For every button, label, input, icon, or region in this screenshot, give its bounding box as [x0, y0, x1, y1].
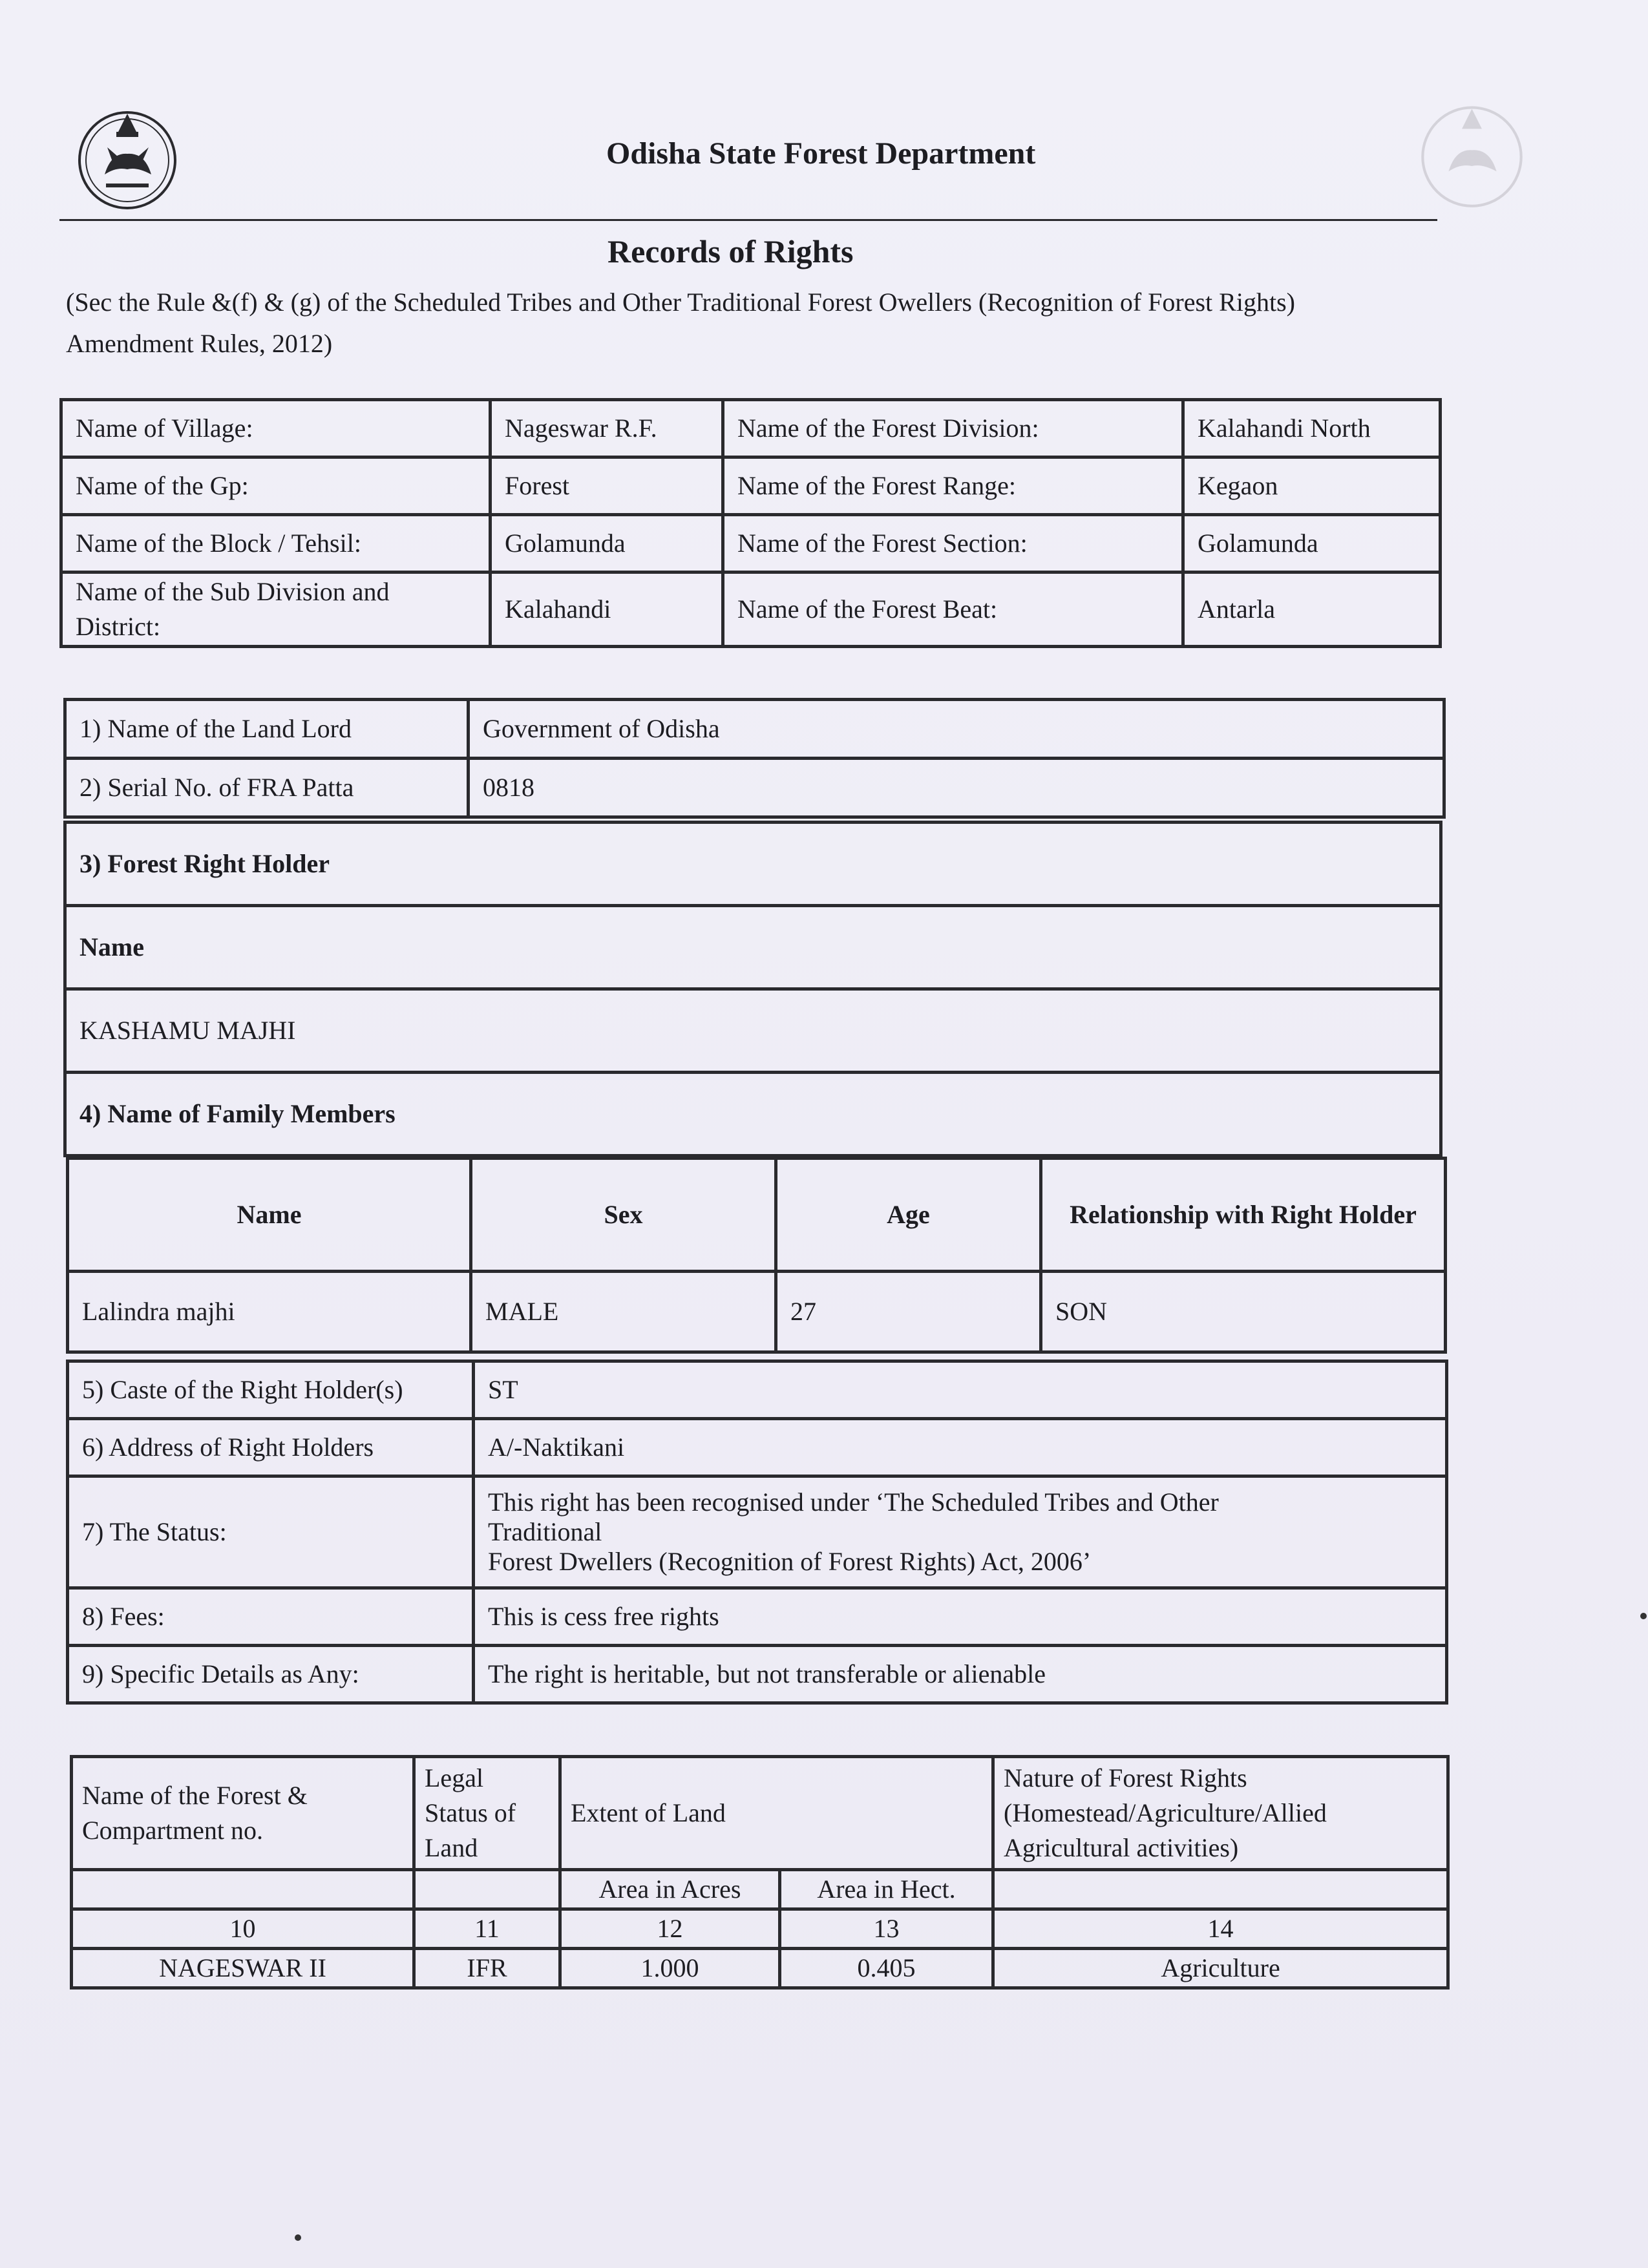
- paper-speck: [1640, 1613, 1647, 1619]
- village-value: Nageswar R.F.: [491, 400, 723, 457]
- patta-table: [63, 698, 1446, 819]
- beat-value: Antarla: [1183, 572, 1441, 647]
- table-row: [65, 906, 1441, 989]
- faint-emblem-watermark: [1415, 97, 1528, 210]
- nature-value: Agriculture: [993, 1949, 1448, 1988]
- column-header: Sex: [471, 1159, 776, 1272]
- status-value: [474, 1476, 1447, 1588]
- table-row: [68, 1646, 1447, 1703]
- extent-header: Extent of Land: [560, 1757, 993, 1870]
- empty-cell: [414, 1870, 560, 1909]
- address-value: A/-Naktikani: [474, 1419, 1447, 1476]
- village-label: Name of Village:: [61, 400, 491, 457]
- table-row: [68, 1272, 1446, 1352]
- table-row: [61, 515, 1441, 572]
- table-row: [65, 823, 1441, 906]
- column-number: 10: [72, 1909, 414, 1949]
- column-number: 12: [560, 1909, 780, 1949]
- legal-status-value: IFR: [414, 1949, 560, 1988]
- table-header-row: [72, 1870, 1448, 1909]
- table-row: [65, 989, 1441, 1073]
- column-number: 11: [414, 1909, 560, 1949]
- status-line: Traditional: [488, 1517, 602, 1546]
- family-table: [66, 1157, 1447, 1354]
- empty-cell: [993, 1870, 1448, 1909]
- table-row: [72, 1909, 1448, 1949]
- address-label: 6) Address of Right Holders: [68, 1419, 474, 1476]
- section-label: Name of the Forest Section:: [723, 515, 1183, 572]
- caste-label: 5) Caste of the Right Holder(s): [68, 1361, 474, 1419]
- division-value: Kalahandi North: [1183, 400, 1441, 457]
- column-header: Name: [68, 1159, 471, 1272]
- fees-value: This is cess free rights: [474, 1588, 1447, 1646]
- section-value: Golamunda: [1183, 515, 1441, 572]
- member-sex: MALE: [471, 1272, 776, 1352]
- column-header: Relationship with Right Holder: [1041, 1159, 1446, 1272]
- status-line: Forest Dwellers (Recognition of Forest Rights) Act, 2006’: [488, 1547, 1092, 1576]
- table-header-row: [72, 1757, 1448, 1870]
- subdivision-value: Kalahandi: [491, 572, 723, 647]
- hect-header: Area in Hect.: [780, 1870, 993, 1909]
- holder-heading: 3) Forest Right Holder: [65, 823, 1441, 906]
- block-label: Name of the Block / Tehsil:: [61, 515, 491, 572]
- status-label: 7) The Status:: [68, 1476, 474, 1588]
- table-row: [68, 1588, 1447, 1646]
- table-row: [68, 1476, 1447, 1588]
- serial-label: 2) Serial No. of FRA Patta: [65, 759, 469, 817]
- table-row: [68, 1419, 1447, 1476]
- specific-label: 9) Specific Details as Any:: [68, 1646, 474, 1703]
- specific-value: The right is heritable, but not transferable or alienable: [474, 1646, 1447, 1703]
- empty-cell: [72, 1870, 414, 1909]
- fees-label: 8) Fees:: [68, 1588, 474, 1646]
- range-label: Name of the Forest Range:: [723, 457, 1183, 515]
- table-row: [65, 759, 1444, 817]
- legal-status-header: Legal Status of Land: [414, 1757, 560, 1870]
- location-table: [59, 398, 1442, 648]
- serial-value: 0818: [469, 759, 1444, 817]
- table-row: [61, 400, 1441, 457]
- gp-value: Forest: [491, 457, 723, 515]
- member-relationship: SON: [1041, 1272, 1446, 1352]
- table-row: [65, 700, 1444, 759]
- gp-label: Name of the Gp:: [61, 457, 491, 515]
- status-line: This right has been recognised under ‘The Scheduled Tribes and Other: [488, 1487, 1219, 1517]
- holder-table: [63, 821, 1442, 1157]
- column-number: 14: [993, 1909, 1448, 1949]
- table-row: [68, 1361, 1447, 1419]
- block-value: Golamunda: [491, 515, 723, 572]
- table-row: [65, 1073, 1441, 1156]
- member-name: Lalindra majhi: [68, 1272, 471, 1352]
- forest-header: Name of the Forest & Compartment no.: [72, 1757, 414, 1870]
- division-label: Name of the Forest Division:: [723, 400, 1183, 457]
- acres-value: 1.000: [560, 1949, 780, 1988]
- land-table: [70, 1755, 1450, 1990]
- paper-speck: [295, 2234, 301, 2241]
- caste-value: ST: [474, 1361, 1447, 1419]
- forest-value: NAGESWAR II: [72, 1949, 414, 1988]
- column-number: 13: [780, 1909, 993, 1949]
- table-row: [72, 1949, 1448, 1988]
- landlord-value: Government of Odisha: [469, 700, 1444, 759]
- document-title: Records of Rights: [607, 233, 854, 269]
- odisha-emblem-logo: [72, 102, 182, 212]
- acres-header: Area in Acres: [560, 1870, 780, 1909]
- table-row: [61, 572, 1441, 647]
- details-table: [66, 1360, 1448, 1705]
- table-header-row: [68, 1159, 1446, 1272]
- rule-reference: (Sec the Rule &(f) & (g) of the Scheduled Tribes and Other Traditional Forest Owellers (Recognition of Forest Rights) Amendment Rules, 2012): [66, 288, 1295, 358]
- range-value: Kegaon: [1183, 457, 1441, 515]
- family-heading: 4) Name of Family Members: [65, 1073, 1441, 1156]
- nature-header: Nature of Forest Rights (Homestead/Agriculture/Allied Agricultural activities): [993, 1757, 1448, 1870]
- holder-name: KASHAMU MAJHI: [65, 989, 1441, 1073]
- member-age: 27: [776, 1272, 1041, 1352]
- landlord-label: 1) Name of the Land Lord: [65, 700, 469, 759]
- subdivision-label: Name of the Sub Division and District:: [61, 572, 491, 647]
- beat-label: Name of the Forest Beat:: [723, 572, 1183, 647]
- header-divider: [59, 219, 1437, 221]
- name-heading: Name: [65, 906, 1441, 989]
- hect-value: 0.405: [780, 1949, 993, 1988]
- table-row: [61, 457, 1441, 515]
- department-title: Odisha State Forest Department: [606, 136, 1036, 171]
- column-header: Age: [776, 1159, 1041, 1272]
